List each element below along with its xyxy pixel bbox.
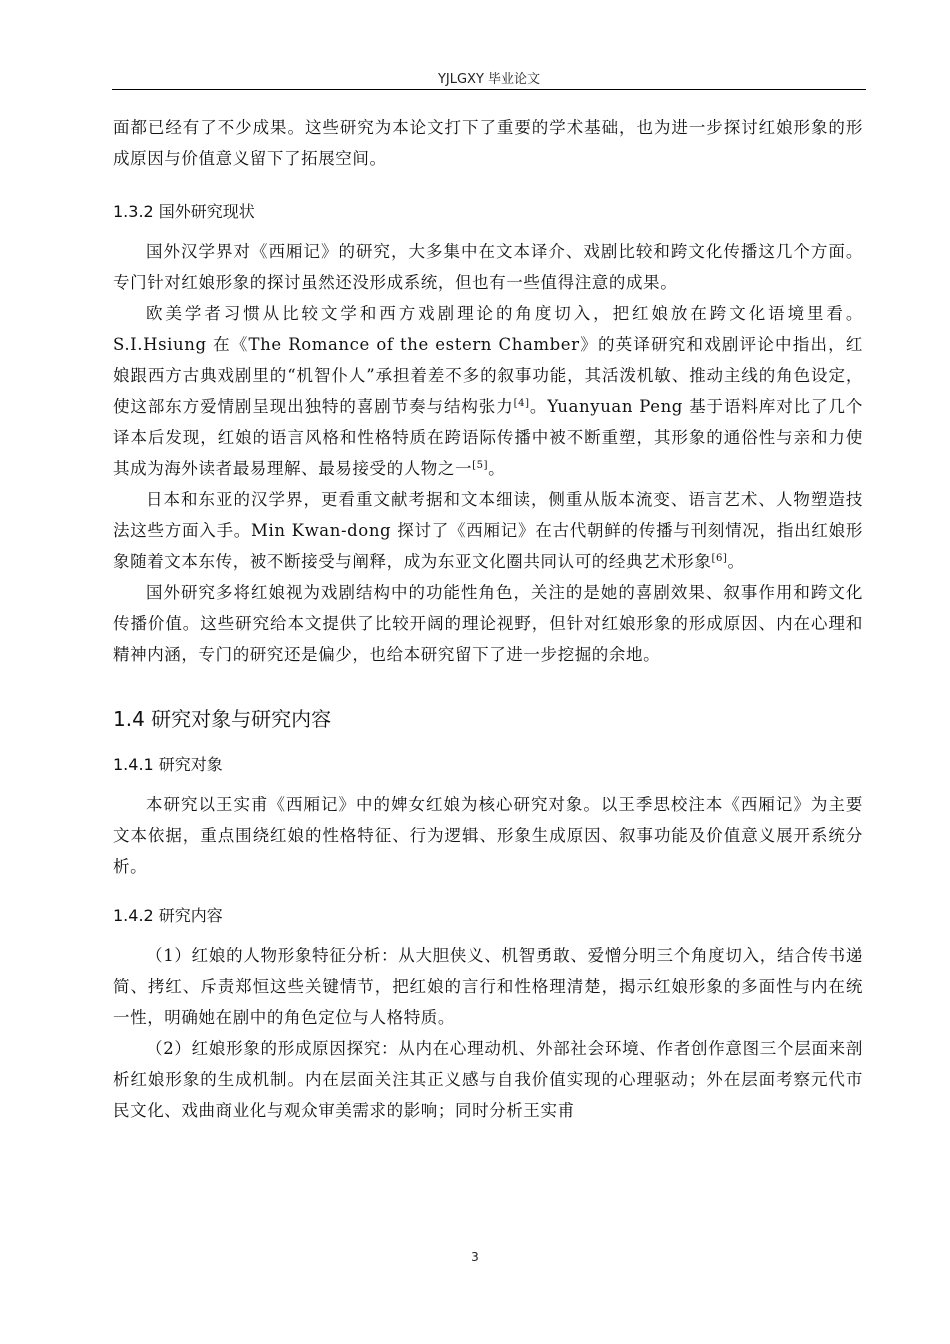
paragraph-content-item-1: （1）红娘的人物形象特征分析：从大胆侠义、机智勇敢、爱憎分明三个角度切入，结合传书递简、拷红、斥责郑恒这些关键情节，把红娘的言行和性格理清楚，揭示红娘形象的多面性与内在统一性，明确她在剧中的角色定位与人格特质。	[113, 946, 863, 1027]
section-heading-1-4: 1.4 研究对象与研究内容	[113, 707, 332, 731]
paragraph-western-scholars	[113, 298, 863, 484]
citation-5: [5]	[472, 460, 489, 471]
paragraph-continued: 面都已经有了不少成果。这些研究为本论文打下了重要的学术基础，也为进一步探讨红娘形象的形成原因与价值意义留下了拓展空间。	[113, 118, 863, 168]
running-header: YJLGXY 毕业论文	[437, 72, 541, 87]
paragraph-east-asian-scholars	[113, 484, 863, 577]
paragraph-research-object: 本研究以王实甫《西厢记》中的婢女红娘为核心研究对象。以王季思校注本《西厢记》为主要文本依据，重点围绕红娘的性格特征、行为逻辑、形象生成原因、叙事功能及价值意义展开系统分析。	[113, 795, 863, 876]
citation-4: [4]	[513, 398, 530, 409]
paragraph-content-item-2: （2）红娘形象的形成原因探究：从内在心理动机、外部社会环境、作者创作意图三个层面来剖析红娘形象的生成机制。内在层面关注其正义感与自我价值实现的心理驱动；外在层面考察元代市民文化、戏曲商业化与观众审美需求的影响；同时分析王实甫	[113, 1039, 863, 1120]
text-run: 。	[488, 459, 506, 478]
section-heading-1-4-1: 1.4.1 研究对象	[113, 755, 223, 774]
text-run: 日本和东亚的汉学界，更看重文献考据和文本细读，侧重从版本流变、语言艺术、人物塑造技法这些方面入手。Min Kwan-dong 探讨了《西厢记》在古代朝鲜的传播与刊刻情况，指出红娘形象随着文本东传，被不断接受与阐释，成为东亚文化圈共同认可的经典艺术形象	[113, 490, 863, 571]
text-run: 。Yuanyuan Peng 基于语料库对比了几个译本后发现，红娘的语言风格和性格特质在跨语际传播中被不断重塑，其形象的通俗性与亲和力使其成为海外读者最易理解、最易接受的人物之一	[113, 397, 863, 478]
page-number: 3	[471, 1250, 479, 1264]
text-run: 欧美学者习惯从比较文学和西方戏剧理论的角度切入，把红娘放在跨文化语境里看。S.I.Hsiung 在《The Romance of the estern Chamber》的英译研究和戏剧评论中指出，红娘跟西方古典戏剧里的“机智仆人”承担着差不多的叙事功能，其活泼机敏、推动主线的角色设定，使这部东方爱情剧呈现出独特的喜剧节奏与结构张力	[113, 304, 863, 416]
header-rule	[112, 89, 866, 90]
citation-6: [6]	[711, 553, 728, 564]
section-heading-1-3-2: 1.3.2 国外研究现状	[113, 202, 255, 221]
section-heading-1-4-2: 1.4.2 研究内容	[113, 906, 223, 925]
body-content	[113, 112, 863, 1126]
text-run: 。	[727, 552, 745, 571]
paragraph-foreign-overview: 国外汉学界对《西厢记》的研究，大多集中在文本译介、戏剧比较和跨文化传播这几个方面。专门针对红娘形象的探讨虽然还没形成系统，但也有一些值得注意的成果。	[113, 242, 863, 292]
paragraph-foreign-summary: 国外研究多将红娘视为戏剧结构中的功能性角色，关注的是她的喜剧效果、叙事作用和跨文化传播价值。这些研究给本文提供了比较开阔的理论视野，但针对红娘形象的形成原因、内在心理和精神内涵，专门的研究还是偏少，也给本研究留下了进一步挖掘的余地。	[113, 583, 863, 664]
